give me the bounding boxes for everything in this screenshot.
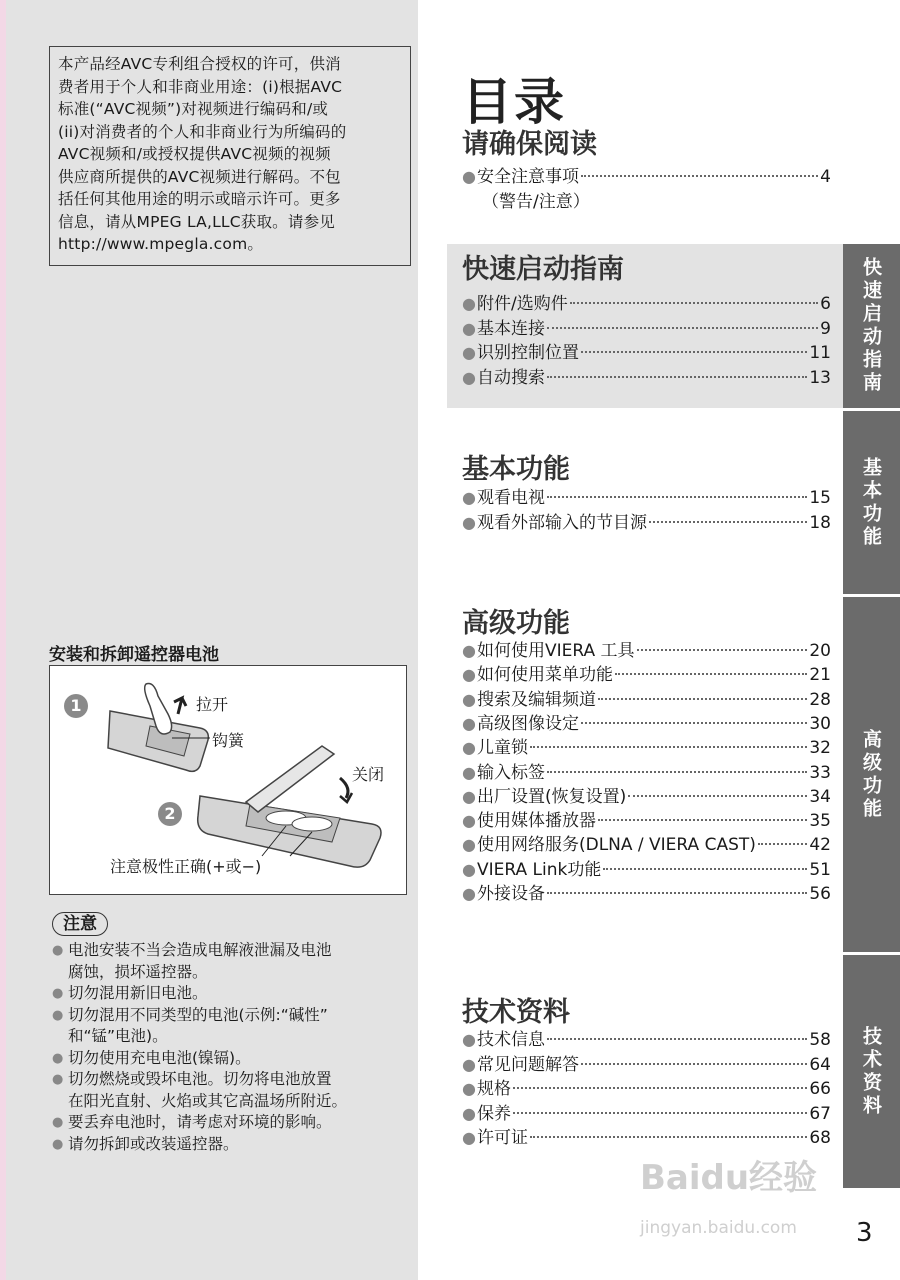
toc-entry-page: 18 (809, 512, 831, 533)
toc-entry[interactable] (462, 1099, 831, 1123)
leader-dots (649, 521, 807, 523)
section-heading: 请确保阅读 (462, 129, 597, 160)
page-edge (0, 0, 6, 1280)
step-2-badge: 2 (158, 802, 182, 826)
toc-entry[interactable] (462, 508, 831, 532)
close-label: 关闭 (352, 765, 385, 784)
leader-dots (530, 746, 807, 748)
toc-entry[interactable] (462, 660, 831, 684)
toc-entry-page: 42 (809, 835, 831, 856)
toc-entry[interactable] (462, 483, 831, 507)
toc-entry-label: 使用媒体播放器 (476, 811, 596, 832)
toc-entry[interactable] (462, 855, 831, 879)
leader-dots (598, 819, 807, 821)
leader-dots (628, 795, 807, 797)
toc-entry-label: 儿童锁 (476, 738, 528, 759)
pull-open-label: 拉开 (196, 695, 229, 714)
toc-entry-label: 自动搜索 (476, 367, 545, 388)
caution-item (52, 940, 412, 983)
bullet-icon: ● (462, 1030, 476, 1049)
caution-text: 切勿混用不同类型的电池(示例:“碱性” (68, 1005, 328, 1024)
section-heading: 技术资料 (462, 997, 570, 1028)
leader-dots (547, 771, 807, 773)
bullet-icon: ● (52, 1136, 64, 1152)
toc-entry-page: 20 (809, 641, 831, 661)
toc-entry[interactable] (462, 363, 831, 387)
toc-entry[interactable] (462, 162, 831, 186)
toc-entry[interactable] (462, 782, 831, 806)
bullet-icon: ● (462, 689, 476, 709)
toc-entry-page: 15 (809, 488, 831, 508)
tab-label: 快速启动指南 (860, 257, 882, 395)
toc-entry[interactable] (462, 314, 831, 338)
caution-text: 切勿使用充电电池(镍镉)。 (68, 1048, 251, 1067)
bullet-icon: ● (462, 1103, 476, 1123)
toc-entry-label: 输入标签 (476, 762, 545, 783)
tab-advanced[interactable] (843, 597, 900, 952)
toc-entry-page: 35 (809, 811, 831, 832)
toc-entry-label: 安全注意事项 (476, 167, 579, 187)
toc-entry-page: 30 (809, 713, 831, 734)
caution-label: 注意 (52, 912, 108, 936)
caution-text: 腐蚀，损坏遥控器。 (68, 962, 208, 981)
toc-entry-label: 搜索及编辑频道 (476, 689, 596, 710)
bullet-icon: ● (52, 986, 64, 1001)
toc-entry-label: 观看外部输入的节目源 (476, 512, 647, 533)
tab-basic[interactable] (843, 411, 900, 594)
bullet-icon: ● (462, 641, 476, 660)
toc-entry-page: 34 (809, 786, 831, 807)
tab-label: 基本功能 (860, 456, 882, 549)
watermark-url: jingyan.baidu.com (640, 1218, 797, 1238)
battery-illustration (49, 665, 407, 895)
license-line: (ii)对消费者的个人和非商业行为所编码的 (58, 122, 347, 141)
caution-item (52, 1134, 412, 1156)
toc-entry-label: 使用网络服务(DLNA / VIERA CAST) (476, 835, 756, 856)
leader-dots (581, 351, 807, 353)
caution-text: 请勿拆卸或改装遥控器。 (68, 1134, 239, 1153)
leader-dots (581, 175, 818, 177)
toc-entry-label: 保养 (476, 1103, 511, 1124)
bullet-icon: ● (52, 1050, 64, 1066)
leader-dots (570, 302, 818, 304)
bullet-icon: ● (462, 884, 476, 903)
hook-label: 钩簧 (212, 731, 245, 750)
tab-quick-start[interactable] (843, 244, 900, 408)
toc-entry[interactable] (462, 1050, 831, 1074)
toc-entry-page: 6 (820, 294, 831, 314)
license-line: AVC视频和/或授权提供AVC视频的视频 (58, 145, 331, 163)
toc-entry[interactable] (462, 338, 831, 362)
caution-item (52, 1069, 412, 1112)
section-heading: 快速启动指南 (462, 254, 624, 285)
bullet-icon: ● (462, 1054, 476, 1074)
toc-entry-label: 基本连接 (476, 318, 545, 339)
toc-entry-page: 21 (809, 665, 831, 686)
toc-entry-label: 如何使用菜单功能 (476, 665, 613, 686)
toc-entry-label: 如何使用VIERA 工具 (476, 641, 635, 661)
toc-entry-label: VIERA Link功能 (476, 859, 602, 880)
leader-dots (547, 327, 818, 329)
bullet-icon: ● (462, 786, 476, 806)
toc-entry[interactable] (462, 636, 831, 660)
bullet-icon: ● (462, 665, 476, 685)
leader-dots (547, 1038, 807, 1040)
bullet-icon: ● (462, 1128, 476, 1147)
leader-dots (547, 496, 807, 498)
toc-entry-subtitle: （警告/注意） (482, 192, 590, 212)
toc-entry[interactable] (462, 879, 831, 903)
toc-entry-page: 9 (820, 318, 831, 339)
bullet-icon: ● (52, 943, 64, 958)
caution-text: 切勿混用新旧电池。 (68, 984, 208, 1002)
license-line: 本产品经AVC专利组合授权的许可，供消 (58, 55, 341, 73)
toc-entry-label: 技术信息 (476, 1030, 545, 1050)
bullet-icon: ● (462, 488, 476, 507)
license-line: 供应商所提供的AVC视频进行解码。不包 (58, 167, 341, 186)
caution-list (52, 940, 412, 1155)
toc-entry-label: 高级图像设定 (476, 713, 579, 734)
section-heading: 高级功能 (462, 608, 570, 639)
bullet-icon: ● (462, 859, 476, 879)
leader-dots (598, 698, 807, 700)
toc-entry-label: 常见问题解答 (476, 1054, 579, 1075)
polarity-label: 注意极性正确(+或−) (110, 857, 262, 876)
toc-entry-page: 33 (809, 762, 831, 783)
toc-entry-label: 识别控制位置 (476, 343, 579, 363)
license-line: 标准(“AVC视频”)对视频进行编码和/或 (58, 100, 329, 118)
toc-entry[interactable] (462, 685, 831, 709)
caution-text: 切勿燃烧或毁坏电池。切勿将电池放置 (68, 1070, 332, 1088)
step-1-badge: 1 (64, 694, 88, 718)
bullet-icon: ● (52, 1072, 64, 1087)
toc-entry[interactable] (462, 733, 831, 757)
caution-item (52, 1112, 412, 1134)
page-number: 3 (856, 1218, 873, 1248)
license-line: 信息，请从MPEG LA,LLC获取。请参见 (58, 212, 335, 231)
leader-dots (530, 1136, 807, 1138)
toc-entry[interactable] (462, 758, 831, 782)
bullet-icon: ● (462, 762, 476, 782)
bullet-icon: ● (52, 1007, 64, 1023)
toc-entry-page: 64 (809, 1054, 831, 1075)
battery-section-title: 安装和拆卸遥控器电池 (49, 645, 219, 665)
toc-entry-label: 附件/选购件 (476, 294, 568, 314)
caution-item (52, 983, 412, 1005)
toc-entry[interactable] (462, 289, 831, 313)
bullet-icon: ● (462, 294, 476, 313)
toc-entry-page: 51 (809, 859, 831, 880)
bullet-icon: ● (462, 713, 476, 733)
toc-entry-page: 32 (809, 738, 831, 759)
toc-entry-page: 13 (809, 367, 831, 388)
bullet-icon: ● (462, 367, 476, 387)
license-line: 费者用于个人和非商业用途：(i)根据AVC (58, 77, 343, 96)
page-title: 目录 (462, 73, 566, 131)
toc-entry[interactable] (462, 806, 831, 830)
bullet-icon: ● (462, 1079, 476, 1098)
leader-dots (603, 868, 807, 870)
bullet-icon: ● (462, 167, 476, 186)
bullet-icon: ● (462, 318, 476, 338)
toc-entry-page: 66 (809, 1079, 831, 1099)
toc-entry-label: 外接设备 (476, 884, 545, 904)
leader-dots (581, 722, 807, 724)
toc-entry-page: 4 (820, 167, 831, 187)
toc-entry[interactable] (462, 709, 831, 733)
toc-entry[interactable] (462, 1123, 831, 1147)
toc-entry-page: 56 (809, 884, 831, 904)
watermark: Baidu经验 (640, 1158, 818, 1198)
leader-dots (581, 1063, 807, 1065)
leader-dots (758, 843, 807, 845)
toc-entry-page: 68 (809, 1128, 831, 1148)
toc-entry-label: 许可证 (476, 1128, 528, 1148)
tab-label: 技术资料 (860, 1025, 882, 1118)
section-heading: 基本功能 (462, 454, 570, 485)
leader-dots (547, 892, 807, 894)
leader-dots (547, 376, 807, 378)
bullet-icon: ● (462, 343, 476, 362)
bullet-icon: ● (462, 835, 476, 855)
bullet-icon: ● (462, 811, 476, 831)
toc-entry-page: 67 (809, 1103, 831, 1124)
tab-technical[interactable] (843, 955, 900, 1188)
leader-dots (513, 1087, 807, 1089)
toc-entry-label: 规格 (476, 1079, 511, 1099)
leader-dots (637, 649, 808, 651)
toc-entry[interactable] (462, 1074, 831, 1098)
toc-entry[interactable] (462, 1025, 831, 1049)
caution-text: 要丢弃电池时，请考虑对环境的影响。 (68, 1113, 332, 1131)
toc-entry-label: 出厂设置(恢复设置) (476, 786, 627, 807)
bullet-icon: ● (462, 738, 476, 758)
toc-entry-label: 观看电视 (476, 488, 545, 508)
tab-label: 高级功能 (860, 728, 882, 821)
toc-entry-page: 11 (809, 343, 831, 363)
leader-dots (513, 1112, 807, 1114)
remote-top-view-icon (108, 684, 210, 772)
bullet-icon: ● (462, 512, 476, 532)
toc-entry[interactable] (462, 830, 831, 854)
caution-text: 电池安装不当会造成电解液泄漏及电池 (68, 941, 332, 959)
license-line: 括任何其他用途的明示或暗示许可。更多 (58, 190, 341, 208)
caution-text: 在阳光直射、火焰或其它高温场所附近。 (68, 1091, 348, 1110)
bullet-icon: ● (52, 1115, 64, 1130)
leader-dots (615, 673, 807, 675)
toc-entry-page: 28 (809, 689, 831, 710)
toc-entry-page: 58 (809, 1030, 831, 1050)
license-notice (49, 46, 411, 266)
license-line: http://www.mpegla.com。 (58, 235, 264, 253)
caution-text: 和“锰”电池)。 (68, 1027, 168, 1045)
caution-item (52, 1005, 412, 1048)
caution-item (52, 1048, 412, 1070)
